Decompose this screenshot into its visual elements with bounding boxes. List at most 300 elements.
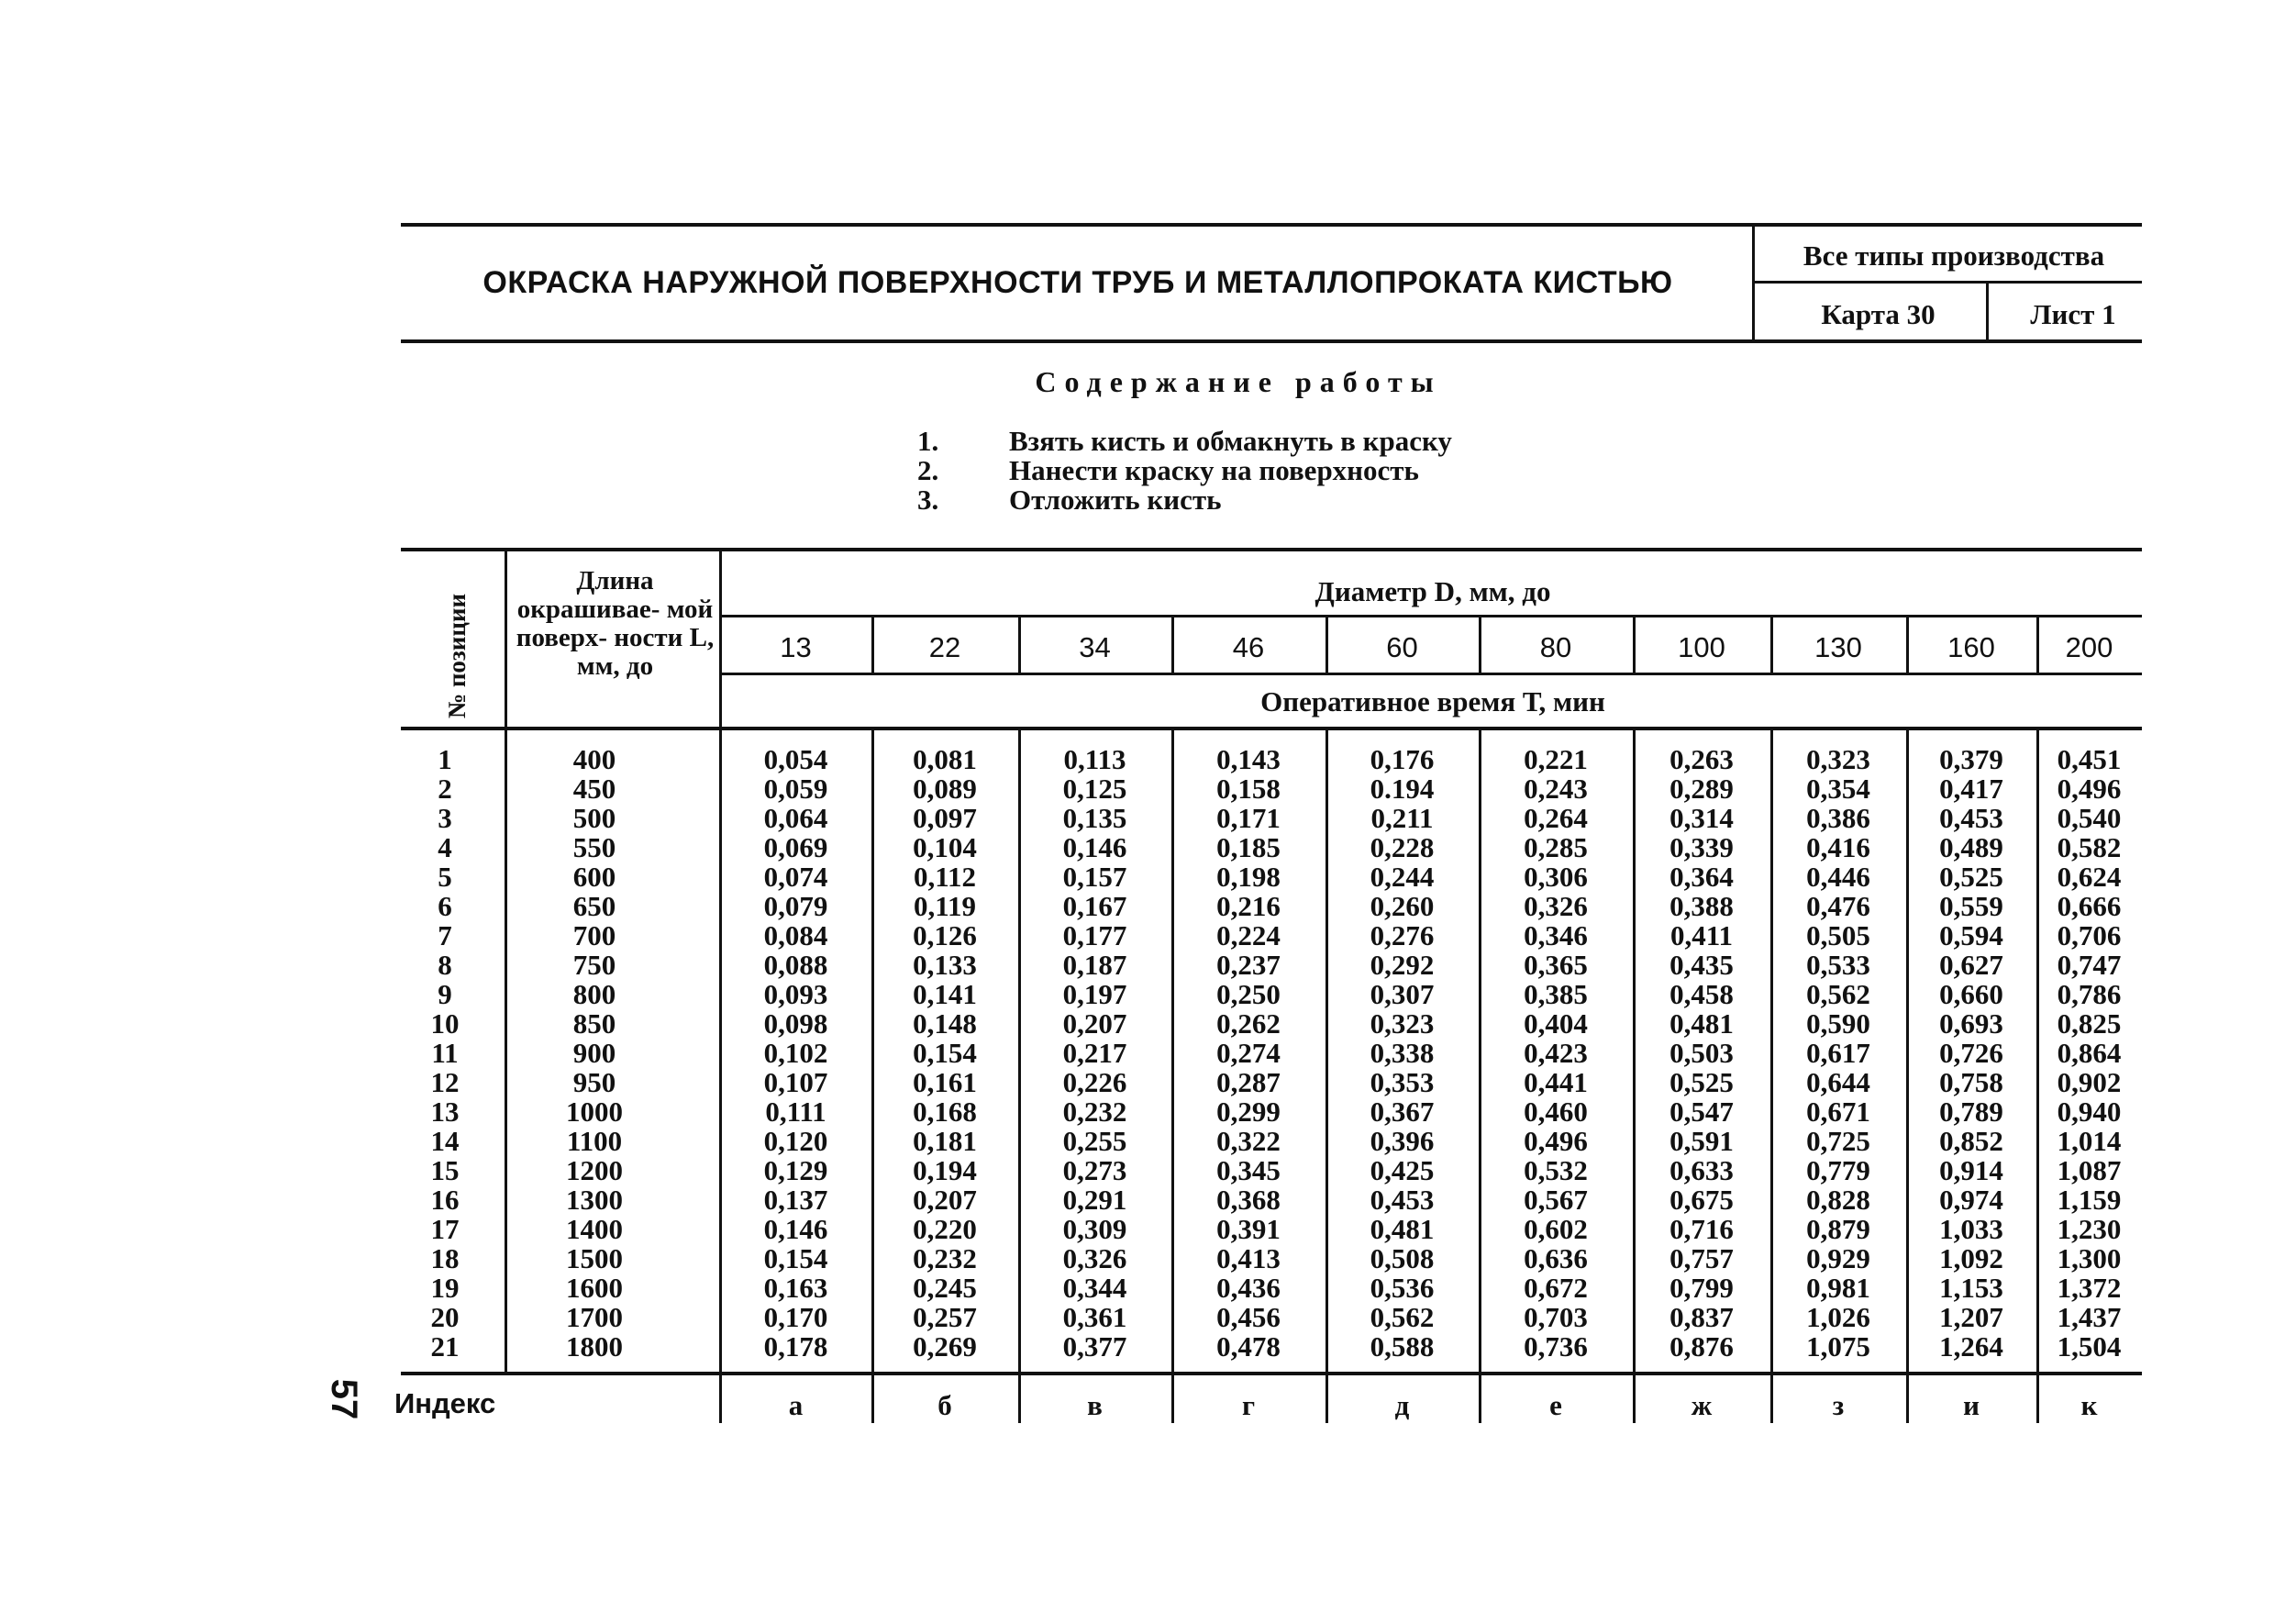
time-value: 0,672 <box>1524 1272 1588 1304</box>
time-value: 0,365 <box>1524 949 1588 981</box>
time-value: 0,617 <box>1806 1037 1870 1069</box>
position-value: 13 <box>430 1096 460 1128</box>
time-value: 0,081 <box>913 743 977 775</box>
time-value: 0,671 <box>1806 1096 1870 1128</box>
time-value: 0,299 <box>1216 1096 1281 1128</box>
index-value: е <box>1549 1389 1562 1421</box>
time-value: 0,306 <box>1524 861 1588 893</box>
length-value: 600 <box>572 861 616 893</box>
time-value: 1,264 <box>1939 1330 2003 1363</box>
time-value: 0,747 <box>2057 949 2122 981</box>
time-value: 0,456 <box>1216 1301 1281 1333</box>
operative-time-header: Оперативное время Т, мин <box>1260 685 1605 717</box>
work-step <box>917 456 1419 485</box>
time-value: 0,525 <box>1669 1066 1734 1098</box>
work-step <box>917 485 1222 515</box>
time-value: 0,799 <box>1669 1272 1734 1304</box>
time-value: 0,119 <box>913 890 977 922</box>
time-value: 0,675 <box>1669 1184 1734 1216</box>
time-value: 0,323 <box>1806 743 1870 775</box>
time-value: 0,232 <box>1062 1096 1127 1128</box>
time-value: 1,372 <box>2057 1272 2122 1304</box>
time-value: 0,786 <box>2057 978 2122 1010</box>
time-value: 0,929 <box>1806 1242 1870 1274</box>
length-value: 1800 <box>566 1330 623 1363</box>
time-value: 0,113 <box>1063 743 1126 775</box>
time-value: 0,423 <box>1524 1037 1588 1069</box>
diameter-header: Диаметр D, мм, до <box>1314 575 1551 607</box>
time-value: 0,496 <box>2057 773 2122 805</box>
time-value: 0,644 <box>1806 1066 1870 1098</box>
time-value: 0,291 <box>1062 1184 1127 1216</box>
diameter-values-rule <box>720 673 2142 675</box>
time-value: 0,532 <box>1524 1154 1588 1186</box>
time-value: 0,171 <box>1216 802 1281 834</box>
time-value: 0,181 <box>913 1125 977 1157</box>
time-value: 0,385 <box>1524 978 1588 1010</box>
time-value: 0,125 <box>1062 773 1127 805</box>
time-value: 0,478 <box>1216 1330 1281 1363</box>
time-value: 0,064 <box>763 802 828 834</box>
time-value: 0,322 <box>1216 1125 1281 1157</box>
index-value: з <box>1832 1389 1845 1421</box>
time-value: 0,237 <box>1216 949 1281 981</box>
position-value: 6 <box>438 890 452 922</box>
table-top-rule <box>401 548 2142 551</box>
time-value: 0,157 <box>1062 861 1127 893</box>
time-value: 0,098 <box>763 1007 828 1040</box>
time-value: 1,026 <box>1806 1301 1870 1333</box>
diameter-value: 34 <box>1079 631 1111 663</box>
time-value: 0,323 <box>1370 1007 1435 1040</box>
index-value: и <box>1963 1389 1980 1421</box>
time-value: 0,345 <box>1216 1154 1281 1186</box>
time-value: 0,725 <box>1806 1125 1870 1157</box>
time-value: 0,559 <box>1939 890 2003 922</box>
time-value: 0,111 <box>765 1096 826 1128</box>
time-value: 0,536 <box>1370 1272 1435 1304</box>
time-value: 0,146 <box>763 1213 828 1245</box>
time-value: 0,582 <box>2057 831 2122 863</box>
step-text: Нанести краску на поверхность <box>1009 454 1419 486</box>
time-value: 0,562 <box>1806 978 1870 1010</box>
time-value: 0,716 <box>1669 1213 1734 1245</box>
time-value: 0,367 <box>1370 1096 1435 1128</box>
time-value: 0,666 <box>2057 890 2122 922</box>
diameter-value: 80 <box>1539 631 1572 663</box>
time-value: 0,388 <box>1669 890 1734 922</box>
time-value: 0,354 <box>1806 773 1870 805</box>
time-value: 0,703 <box>1524 1301 1588 1333</box>
length-header: Длина окрашивае- мой поверх- ности L, мм, до <box>516 566 715 681</box>
header-inner-rule <box>1754 281 2142 284</box>
time-value: 0,260 <box>1370 890 1435 922</box>
time-value: 1,230 <box>2057 1213 2122 1245</box>
time-value: 0,112 <box>913 861 977 893</box>
length-value: 850 <box>572 1007 616 1040</box>
position-value: 14 <box>430 1125 460 1157</box>
position-value: 19 <box>430 1272 460 1304</box>
length-value: 950 <box>572 1066 616 1098</box>
document-title: ОКРАСКА НАРУЖНОЙ ПОВЕРХНОСТИ ТРУБ И МЕТАЛЛОПРОКАТА КИСТЬЮ <box>482 265 1673 300</box>
time-value: 0,627 <box>1939 949 2003 981</box>
length-value: 1500 <box>566 1242 623 1274</box>
time-value: 0,344 <box>1062 1272 1127 1304</box>
time-value: 0,505 <box>1806 919 1870 951</box>
time-value: 0,059 <box>763 773 828 805</box>
time-value: 0,411 <box>1669 919 1734 951</box>
position-value: 20 <box>430 1301 460 1333</box>
work-content-title: Содержание работы <box>1035 365 1442 398</box>
time-value: 0,220 <box>913 1213 977 1245</box>
diameter-value: 100 <box>1678 631 1725 663</box>
length-value: 1300 <box>566 1184 623 1216</box>
time-value: 0,413 <box>1216 1242 1281 1274</box>
position-header: № позиции <box>443 594 471 719</box>
diameter-value: 46 <box>1232 631 1265 663</box>
time-value: 0,368 <box>1216 1184 1281 1216</box>
time-value: 1,504 <box>2057 1330 2122 1363</box>
time-value: 0,255 <box>1062 1125 1127 1157</box>
length-value: 1700 <box>566 1301 623 1333</box>
length-value: 550 <box>572 831 616 863</box>
index-value: к <box>2080 1389 2098 1421</box>
time-value: 0,194 <box>913 1154 977 1186</box>
time-value: 0,726 <box>1939 1037 2003 1069</box>
position-value: 21 <box>430 1330 460 1363</box>
time-value: 0,141 <box>913 978 977 1010</box>
time-column <box>1479 745 1633 1362</box>
length-value: 900 <box>572 1037 616 1069</box>
position-value: 8 <box>438 949 452 981</box>
length-value: 650 <box>572 890 616 922</box>
step-text: Отложить кисть <box>1009 484 1222 516</box>
time-value: 0,074 <box>763 861 828 893</box>
time-value: 0,562 <box>1370 1301 1435 1333</box>
time-value: 0,089 <box>913 773 977 805</box>
time-value: 0,170 <box>763 1301 828 1333</box>
time-value: 0,338 <box>1370 1037 1435 1069</box>
time-value: 0,126 <box>913 919 977 951</box>
time-value: 0,221 <box>1524 743 1588 775</box>
time-value: 0,633 <box>1669 1154 1734 1186</box>
position-value: 5 <box>438 861 452 893</box>
length-value: 750 <box>572 949 616 981</box>
time-value: 0,207 <box>913 1184 977 1216</box>
position-value: 9 <box>438 978 452 1010</box>
time-value: 0,852 <box>1939 1125 2003 1157</box>
time-value: 0,143 <box>1216 743 1281 775</box>
time-value: 0,107 <box>763 1066 828 1098</box>
time-value: 0,307 <box>1370 978 1435 1010</box>
time-value: 0,245 <box>913 1272 977 1304</box>
time-value: 0,287 <box>1216 1066 1281 1098</box>
diameter-rule <box>720 615 2142 617</box>
position-value: 3 <box>438 802 452 834</box>
time-column <box>1633 745 1770 1362</box>
time-value: 0,262 <box>1216 1007 1281 1040</box>
time-value: 0,198 <box>1216 861 1281 893</box>
time-value: 0,161 <box>913 1066 977 1098</box>
time-value: 0,902 <box>2057 1066 2122 1098</box>
time-value: 0,876 <box>1669 1330 1734 1363</box>
length-value: 500 <box>572 802 616 834</box>
time-value: 0,436 <box>1216 1272 1281 1304</box>
length-value: 1400 <box>566 1213 623 1245</box>
time-column <box>871 745 1018 1362</box>
time-value: 0,481 <box>1669 1007 1734 1040</box>
time-value: 0,097 <box>913 802 977 834</box>
time-value: 1,207 <box>1939 1301 2003 1333</box>
length-value: 450 <box>572 773 616 805</box>
time-value: 0,636 <box>1524 1242 1588 1274</box>
position-value: 7 <box>438 919 452 951</box>
time-value: 0,273 <box>1062 1154 1127 1186</box>
time-value: 0,276 <box>1370 919 1435 951</box>
time-value: 0,346 <box>1524 919 1588 951</box>
position-value: 11 <box>431 1037 459 1069</box>
time-value: 0,228 <box>1370 831 1435 863</box>
time-value: 0,453 <box>1939 802 2003 834</box>
page-number: 57 <box>324 1378 364 1420</box>
time-value: 0,386 <box>1806 802 1870 834</box>
time-value: 0,104 <box>913 831 977 863</box>
time-value: 0,292 <box>1370 949 1435 981</box>
diameter-value: 13 <box>780 631 812 663</box>
time-value: 0,453 <box>1370 1184 1435 1216</box>
time-value: 0,914 <box>1939 1154 2003 1186</box>
position-value: 2 <box>438 773 452 805</box>
time-value: 0,224 <box>1216 919 1281 951</box>
time-value: 0,435 <box>1669 949 1734 981</box>
time-value: 0,244 <box>1370 861 1435 893</box>
time-value: 0,706 <box>2057 919 2122 951</box>
time-value: 1,159 <box>2057 1184 2122 1216</box>
time-column <box>1906 745 2036 1362</box>
time-value: 0,264 <box>1524 802 1588 834</box>
time-value: 0,129 <box>763 1154 828 1186</box>
time-column <box>1171 745 1325 1362</box>
time-value: 1,300 <box>2057 1242 2122 1274</box>
time-value: 0,789 <box>1939 1096 2003 1128</box>
time-column <box>2036 745 2142 1362</box>
time-value: 0,624 <box>2057 861 2122 893</box>
time-value: 0,547 <box>1669 1096 1734 1128</box>
time-value: 0.194 <box>1370 773 1435 805</box>
diameter-value: 22 <box>928 631 961 663</box>
time-value: 0,263 <box>1669 743 1734 775</box>
time-value: 0,417 <box>1939 773 2003 805</box>
time-value: 0,054 <box>763 743 828 775</box>
time-value: 0,257 <box>913 1301 977 1333</box>
time-value: 0,185 <box>1216 831 1281 863</box>
length-value: 1000 <box>566 1096 623 1128</box>
time-value: 0,326 <box>1524 890 1588 922</box>
time-column <box>720 745 871 1362</box>
time-value: 0,940 <box>2057 1096 2122 1128</box>
step-number: 1. <box>917 425 939 457</box>
position-value: 10 <box>430 1007 460 1040</box>
time-value: 0,377 <box>1062 1330 1127 1363</box>
time-value: 0,508 <box>1370 1242 1435 1274</box>
index-value: д <box>1394 1389 1410 1421</box>
time-value: 1,075 <box>1806 1330 1870 1363</box>
step-number: 3. <box>917 484 939 516</box>
index-value: ж <box>1691 1389 1713 1421</box>
production-type: Все типы производства <box>1802 239 2105 272</box>
time-value: 0,757 <box>1669 1242 1734 1274</box>
position-value: 17 <box>430 1213 460 1245</box>
time-value: 0,326 <box>1062 1242 1127 1274</box>
time-value: 0,396 <box>1370 1125 1435 1157</box>
time-value: 0,837 <box>1669 1301 1734 1333</box>
time-value: 0,416 <box>1806 831 1870 863</box>
position-value: 4 <box>438 831 452 863</box>
time-value: 0,079 <box>763 890 828 922</box>
time-value: 1,437 <box>2057 1301 2122 1333</box>
time-value: 0,460 <box>1524 1096 1588 1128</box>
time-value: 0,216 <box>1216 890 1281 922</box>
time-value: 0,758 <box>1939 1066 2003 1098</box>
length-value: 800 <box>572 978 616 1010</box>
time-value: 0,137 <box>763 1184 828 1216</box>
length-column <box>507 745 682 1362</box>
diameter-value: 60 <box>1386 631 1418 663</box>
time-value: 0,207 <box>1062 1007 1127 1040</box>
position-value: 16 <box>430 1184 460 1216</box>
time-value: 0,177 <box>1062 919 1127 951</box>
index-value: б <box>937 1389 952 1421</box>
time-value: 0,525 <box>1939 861 2003 893</box>
time-value: 0,146 <box>1062 831 1127 863</box>
time-value: 0,135 <box>1062 802 1127 834</box>
time-value: 0,309 <box>1062 1213 1127 1245</box>
time-value: 0,269 <box>913 1330 977 1363</box>
time-value: 0,602 <box>1524 1213 1588 1245</box>
time-value: 0,133 <box>913 949 977 981</box>
time-value: 1,153 <box>1939 1272 2003 1304</box>
time-value: 0,314 <box>1669 802 1734 834</box>
time-value: 0,102 <box>763 1037 828 1069</box>
time-value: 0,250 <box>1216 978 1281 1010</box>
time-value: 0,441 <box>1524 1066 1588 1098</box>
time-value: 0,825 <box>2057 1007 2122 1040</box>
time-value: 0,285 <box>1524 831 1588 863</box>
step-number: 2. <box>917 454 939 486</box>
time-column <box>1770 745 1906 1362</box>
time-value: 0,451 <box>2057 743 2122 775</box>
time-value: 0,458 <box>1669 978 1734 1010</box>
time-value: 0,211 <box>1370 802 1434 834</box>
time-value: 0,590 <box>1806 1007 1870 1040</box>
card-number: Карта 30 <box>1821 298 1936 330</box>
time-value: 0,879 <box>1806 1213 1870 1245</box>
time-value: 0,974 <box>1939 1184 2003 1216</box>
time-value: 0,391 <box>1216 1213 1281 1245</box>
time-value: 0,084 <box>763 919 828 951</box>
time-value: 0,176 <box>1370 743 1435 775</box>
time-value: 0,425 <box>1370 1154 1435 1186</box>
position-column <box>404 745 486 1362</box>
length-value: 1600 <box>566 1272 623 1304</box>
header-body-rule <box>401 727 2142 730</box>
time-value: 1,087 <box>2057 1154 2122 1186</box>
time-value: 0,446 <box>1806 861 1870 893</box>
time-value: 0,197 <box>1062 978 1127 1010</box>
time-value: 1,033 <box>1939 1213 2003 1245</box>
index-value: г <box>1241 1389 1256 1421</box>
index-label: Индекс <box>394 1387 496 1419</box>
time-value: 0,981 <box>1806 1272 1870 1304</box>
time-column <box>1018 745 1171 1362</box>
length-value: 1200 <box>566 1154 623 1186</box>
time-value: 0,226 <box>1062 1066 1127 1098</box>
time-value: 0,187 <box>1062 949 1127 981</box>
time-value: 0,163 <box>763 1272 828 1304</box>
index-value: в <box>1087 1389 1103 1421</box>
time-value: 0,232 <box>913 1242 977 1274</box>
time-value: 0,404 <box>1524 1007 1588 1040</box>
time-value: 0,154 <box>913 1037 977 1069</box>
time-value: 0,736 <box>1524 1330 1588 1363</box>
time-column <box>1325 745 1479 1362</box>
time-value: 0,828 <box>1806 1184 1870 1216</box>
time-value: 0,361 <box>1062 1301 1127 1333</box>
position-value: 1 <box>438 743 452 775</box>
time-value: 0,503 <box>1669 1037 1734 1069</box>
position-value: 15 <box>430 1154 460 1186</box>
time-value: 0,588 <box>1370 1330 1435 1363</box>
time-value: 0,093 <box>763 978 828 1010</box>
work-step <box>917 427 1452 456</box>
position-value: 12 <box>430 1066 460 1098</box>
index-value: а <box>788 1389 804 1421</box>
time-value: 0,779 <box>1806 1154 1870 1186</box>
time-value: 0,353 <box>1370 1066 1435 1098</box>
time-value: 0,178 <box>763 1330 828 1363</box>
time-value: 0,289 <box>1669 773 1734 805</box>
diameter-value: 200 <box>2065 631 2113 663</box>
time-value: 0,489 <box>1939 831 2003 863</box>
sheet-number: Лист 1 <box>2030 298 2116 330</box>
diameter-value: 130 <box>1814 631 1862 663</box>
time-value: 0,120 <box>763 1125 828 1157</box>
table-bottom-rule <box>401 1372 2142 1375</box>
time-value: 0,088 <box>763 949 828 981</box>
length-value: 700 <box>572 919 616 951</box>
time-value: 0,217 <box>1062 1037 1127 1069</box>
time-value: 0,274 <box>1216 1037 1281 1069</box>
header-bottom-rule <box>401 339 2142 343</box>
time-value: 0,660 <box>1939 978 2003 1010</box>
header-top-rule <box>401 223 2142 227</box>
time-value: 0,594 <box>1939 919 2003 951</box>
time-value: 0,591 <box>1669 1125 1734 1157</box>
time-value: 0,864 <box>2057 1037 2122 1069</box>
time-value: 0,158 <box>1216 773 1281 805</box>
time-value: 0,168 <box>913 1096 977 1128</box>
time-value: 0,167 <box>1062 890 1127 922</box>
diameter-value: 160 <box>1947 631 1995 663</box>
time-value: 0,476 <box>1806 890 1870 922</box>
time-value: 0,567 <box>1524 1184 1588 1216</box>
time-value: 0,243 <box>1524 773 1588 805</box>
time-value: 0,496 <box>1524 1125 1588 1157</box>
time-value: 0,154 <box>763 1242 828 1274</box>
time-value: 0,379 <box>1939 743 2003 775</box>
time-value: 0,148 <box>913 1007 977 1040</box>
time-value: 0,533 <box>1806 949 1870 981</box>
